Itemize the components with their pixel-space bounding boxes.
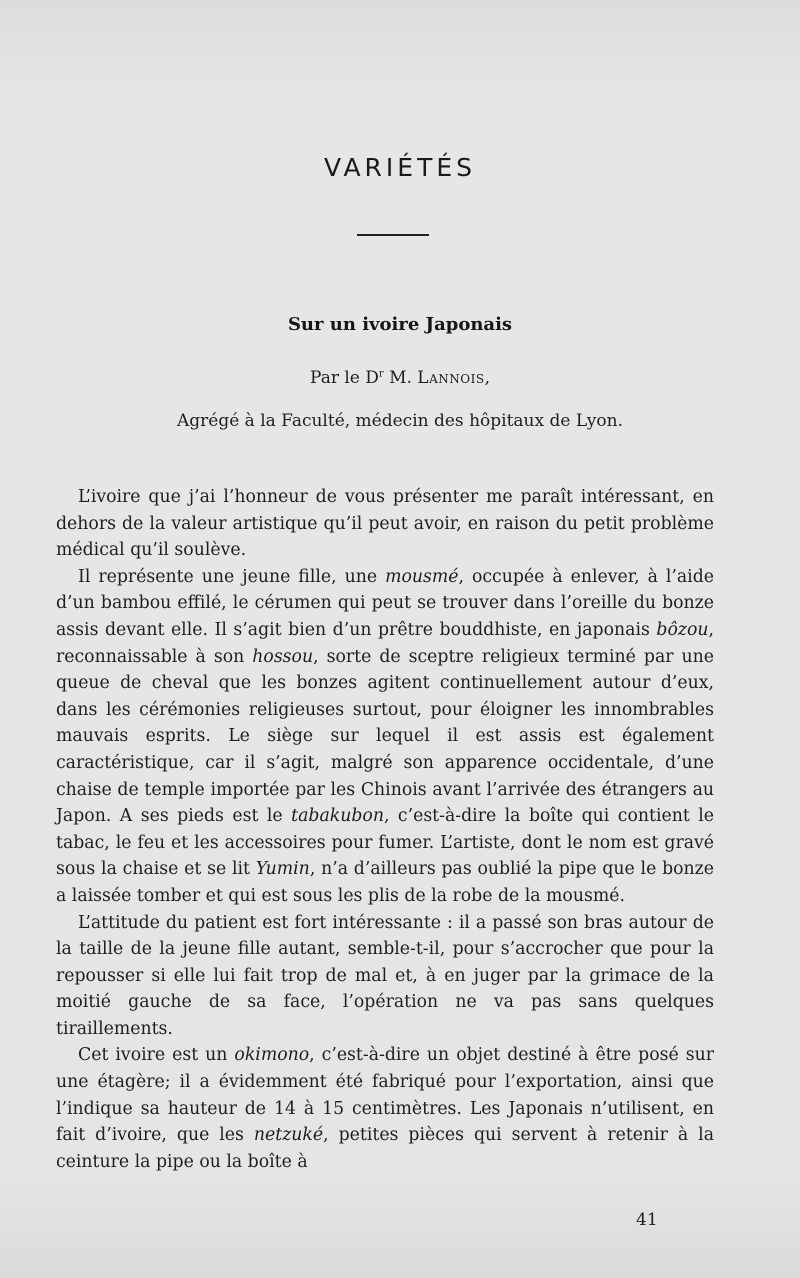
byline-sup: r bbox=[378, 368, 384, 380]
italic-term: tabakubon bbox=[291, 806, 384, 827]
body-paragraph bbox=[56, 564, 714, 910]
text-run: Cet ivoire est un bbox=[78, 1045, 235, 1066]
italic-term: bôzou bbox=[656, 619, 709, 640]
title-divider bbox=[357, 234, 429, 236]
section-title: VARIÉTÉS bbox=[323, 153, 477, 182]
author-name: Lannois bbox=[417, 368, 485, 388]
byline-initial: M. bbox=[383, 368, 418, 388]
page-number: 41 bbox=[636, 1210, 658, 1230]
text-run: L’attitude du patient est fort intéressante : il a passé son bras autour de la taille de la jeune fille autant, semble-t-il, pour s’accrocher que pour la repousser si elle lui fait trop de mal et, à en juger par la grimace de la moitié gauche de sa face, l’opération ne va pas sans quelques tiraillements. bbox=[56, 912, 714, 1039]
author-affiliation: Agrégé à la Faculté, médecin des hôpitaux de Lyon. bbox=[176, 411, 624, 431]
text-run: , c’est-à-dire un objet destiné à être posé sur une étagère; il a évidemment été fabriqué pour l’exportation, ainsi que l’indique sa hauteur de 14 à 15 centimètres. Les Japonais n’utilisent, en fait d’ivoire, que les bbox=[56, 1045, 714, 1146]
text-run: L’ivoire que j’ai l’honneur de vous présenter me paraît intéressant, en dehors de la valeur artistique qu’il peut avoir, en raison du petit problème médical qu’il soulève. bbox=[56, 487, 714, 561]
text-run: , reconnaissable à son bbox=[56, 619, 714, 667]
byline-prefix: Par le D bbox=[310, 368, 379, 388]
byline-suffix: , bbox=[484, 368, 490, 388]
body-paragraph bbox=[56, 1042, 714, 1175]
author-byline bbox=[0, 368, 800, 388]
italic-term: Yumin bbox=[255, 859, 310, 880]
italic-term: mousmé bbox=[385, 566, 459, 587]
text-run: , petites pièces qui servent à retenir à la ceinture la pipe ou la boîte à bbox=[56, 1125, 714, 1172]
article-body bbox=[56, 484, 714, 1175]
italic-term: okimono bbox=[234, 1045, 310, 1066]
article-title: Sur un ivoire Japonais bbox=[287, 314, 513, 335]
text-run: , n’a d’ailleurs pas oublié la pipe que le bonze a laissée tomber et qui est sous les plis de la robe de la mousmé. bbox=[56, 859, 714, 906]
body-paragraph bbox=[56, 484, 714, 564]
italic-term: netzuké bbox=[253, 1125, 324, 1146]
text-run: , c’est-à-dire la boîte qui contient le tabac, le feu et les accessoires pour fumer. L’artiste, dont le nom est gravé sous la chaise et se lit bbox=[56, 806, 714, 880]
italic-term: hossou bbox=[252, 646, 314, 667]
text-run: , occupée à enlever, à l’aide d’un bambou effilé, le cérumen qui peut se trouver dans l’oreille du bonze assis devant elle. Il s’agit bien d’un prêtre bouddhiste, en japonais bbox=[56, 566, 715, 640]
body-paragraph bbox=[56, 910, 714, 1043]
text-run: Il représente une jeune fille, une bbox=[78, 566, 386, 587]
text-run: , sorte de sceptre religieux terminé par une queue de cheval que les bonzes agitent continuellement autour d’eux, dans les cérémonies religieuses surtout, pour éloigner les innombrables mauvais esprits. Le siège sur lequel il est assis est également caractéristique, car il s’agit, malgré son apparence occidentale, d’une chaise de temple importée par les Chinois avant l’arrivée des étrangers au Japon. A ses pieds est le bbox=[56, 646, 715, 827]
